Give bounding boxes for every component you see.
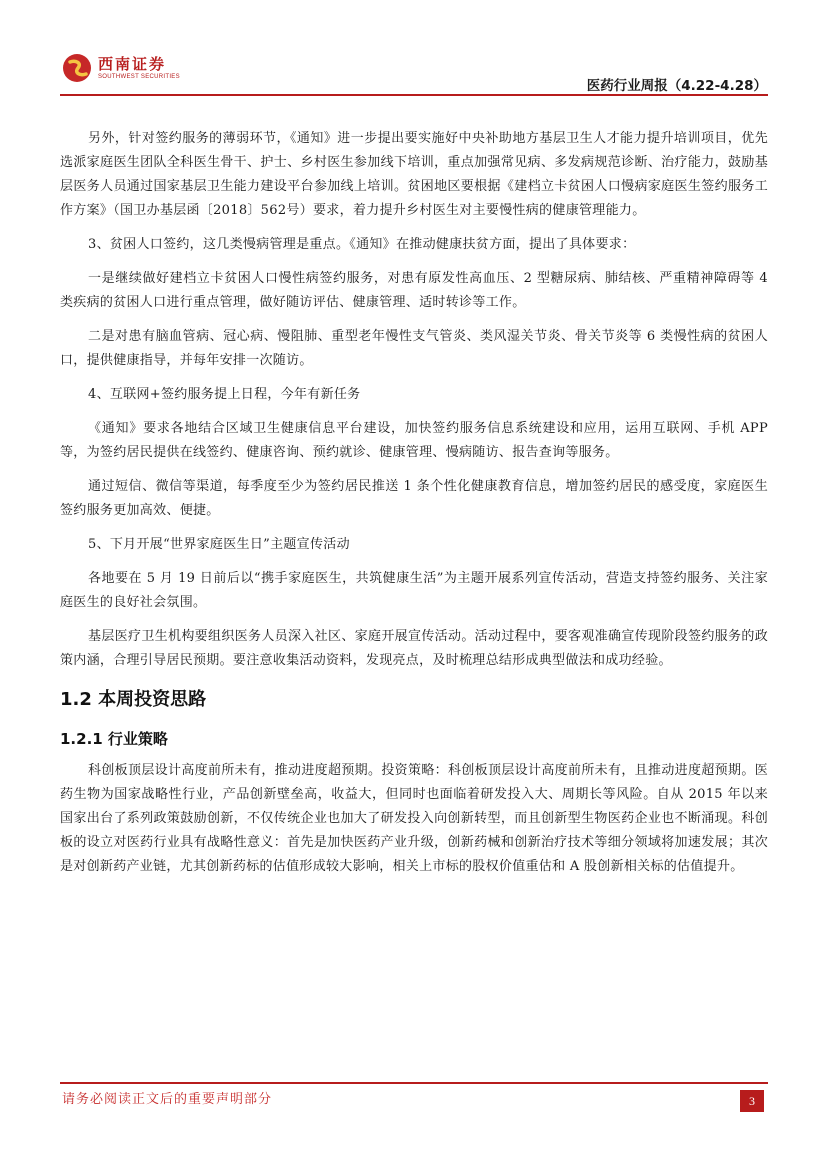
paragraph: 3、贫困人口签约，这几类慢病管理是重点。《通知》在推动健康扶贫方面，提出了具体要求： bbox=[88, 237, 636, 252]
logo-english-name: SOUTHWEST SECURITIES bbox=[98, 73, 180, 80]
page-header bbox=[0, 0, 827, 100]
paragraph: 基层医疗卫生机构要组织医务人员深入社区、家庭开展宣传活动。活动过程中，要客观准确宣传现阶段签约服务的政策内涵，合理引导居民预期。要注意收集活动资料，发现亮点，及时梳理总结形成典型做法和成功经验。 bbox=[60, 629, 768, 668]
paragraph: 通过短信、微信等渠道，每季度至少为签约居民推送 1 条个性化健康教育信息，增加签约居民的感受度，家庭医生签约服务更加高效、便捷。 bbox=[60, 479, 768, 518]
paragraph: 各地要在 5 月 19 日前后以“携手家庭医生，共筑健康生活”为主题开展系列宣传活动，营造支持签约服务、关注家庭医生的良好社会氛围。 bbox=[60, 571, 768, 610]
paragraph: 二是对患有脑血管病、冠心病、慢阻肺、重型老年慢性支气管炎、类风湿关节炎、骨关节炎等 6 类慢性病的贫困人口，提供健康指导，并每年安排一次随访。 bbox=[60, 329, 768, 368]
paragraph: 5、下月开展“世界家庭医生日”主题宣传活动 bbox=[88, 537, 350, 552]
strategy-paragraph: 科创板顶层设计高度前所未有，推动进度超预期。投资策略：科创板顶层设计高度前所未有，且推动进度超预期。医药生物为国家战略性行业，产品创新壁垒高，收益大，但同时也面临着研发投入大、周期长等风险。自从 2015 年以来国家出台了系列政策鼓励创新，不仅传统企业也加大了研发投入向创新转型，而且创新型生物医药企业也不断涌现。科创板的设立对医药行业具有战略性意义：首先是加快医药产业升级，创新药械和创新治疗技术等细分领域将加速发展；其次是对创新药产业链，尤其创新药标的估值形成较大影响，相关上市标的股权价值重估和 A 股创新相关标的估值提升。 bbox=[60, 763, 768, 874]
report-title: 医药行业周报（4.22-4.28） bbox=[586, 78, 767, 94]
header-divider bbox=[60, 94, 768, 96]
logo-chinese-name: 西南证券 bbox=[98, 54, 167, 73]
footer-disclaimer: 请务必阅读正文后的重要声明部分 bbox=[62, 1092, 273, 1107]
paragraph: 《通知》要求各地结合区域卫生健康信息平台建设，加快签约服务信息系统建设和应用，运用互联网、手机 APP 等，为签约居民提供在线签约、健康咨询、预约就诊、健康管理、慢病随访、报告查询等服务。 bbox=[60, 421, 768, 460]
section-heading: 1.2 本周投资思路 bbox=[60, 689, 207, 710]
paragraph: 一是继续做好建档立卡贫困人口慢性病签约服务，对患有原发性高血压、2 型糖尿病、肺结核、严重精神障碍等 4 类疾病的贫困人口进行重点管理，做好随访评估、健康管理、适时转诊等工作。 bbox=[60, 271, 768, 310]
footer-divider bbox=[60, 1082, 768, 1084]
company-logo bbox=[62, 48, 180, 88]
subsection-heading: 1.2.1 行业策略 bbox=[60, 730, 168, 748]
logo-emblem-icon bbox=[62, 53, 92, 83]
page-number: 3 bbox=[740, 1090, 764, 1112]
paragraph: 4、互联网+签约服务提上日程，今年有新任务 bbox=[88, 387, 361, 402]
paragraph: 另外，针对签约服务的薄弱环节，《通知》进一步提出要实施好中央补助地方基层卫生人才能力提升培训项目，优先选派家庭医生团队全科医生骨干、护士、乡村医生参加线下培训，重点加强常见病、多发病规范诊断、治疗能力，鼓励基层医务人员通过国家基层卫生能力建设平台参加线上培训。贫困地区要根据《建档立卡贫困人口慢病家庭医生签约服务工作方案》（国卫办基层函〔2018〕562号）要求，着力提升乡村医生对主要慢性病的健康管理能力。 bbox=[60, 131, 768, 218]
document-body bbox=[60, 127, 768, 889]
